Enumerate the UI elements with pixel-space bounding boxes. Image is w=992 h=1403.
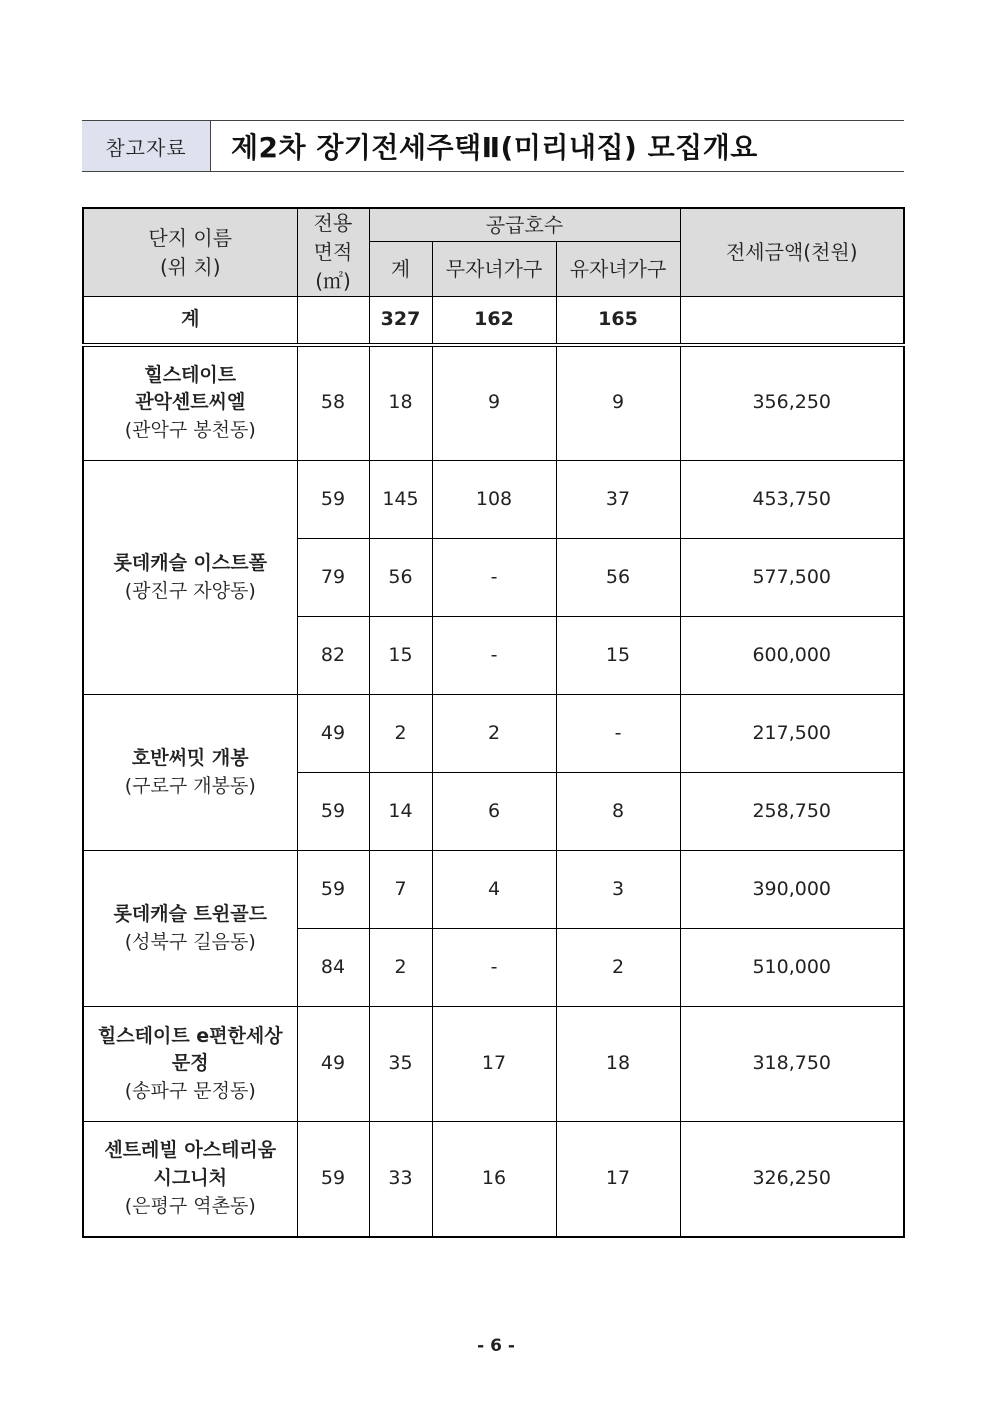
complex-name: 롯데캐슬 이스트폴: [113, 551, 267, 574]
price-cell: 390,000: [680, 851, 904, 929]
sum-row: [83, 297, 904, 345]
no-child-cell: -: [432, 617, 556, 695]
with-child-cell: 9: [556, 345, 680, 461]
price-cell: 577,500: [680, 539, 904, 617]
area-cell: 59: [297, 773, 369, 851]
total-cell: 7: [369, 851, 432, 929]
table-row: [83, 695, 904, 773]
with-child-cell: 2: [556, 929, 680, 1007]
price-cell: 217,500: [680, 695, 904, 773]
complex-name: 호반써밋 개봉: [131, 746, 249, 769]
no-child-cell: -: [432, 539, 556, 617]
complex-location: (관악구 봉천동): [124, 419, 256, 442]
price-cell: 600,000: [680, 617, 904, 695]
sum-price: [680, 297, 904, 345]
header-no-child: 무자녀가구: [432, 242, 556, 297]
total-cell: 18: [369, 345, 432, 461]
total-cell: 145: [369, 461, 432, 539]
header-supply: 공급호수: [369, 208, 680, 242]
price-cell: 326,250: [680, 1122, 904, 1237]
sum-with-child: 165: [556, 297, 680, 345]
reference-tag: 참고자료: [82, 121, 211, 171]
table-row: [83, 1122, 904, 1237]
supply-table: [82, 207, 905, 1238]
header-complex-name: 단지 이름 (위 치): [83, 208, 297, 297]
complex-location: (은평구 역촌동): [124, 1194, 256, 1217]
total-cell: 2: [369, 695, 432, 773]
with-child-cell: 17: [556, 1122, 680, 1237]
complex-name-cell: [83, 461, 297, 695]
price-cell: 258,750: [680, 773, 904, 851]
price-cell: 318,750: [680, 1007, 904, 1122]
header-price: 전세금액(천원): [680, 208, 904, 297]
no-child-cell: 6: [432, 773, 556, 851]
header-total: 계: [369, 242, 432, 297]
price-cell: 510,000: [680, 929, 904, 1007]
with-child-cell: 18: [556, 1007, 680, 1122]
area-cell: 49: [297, 1007, 369, 1122]
complex-name-cell: [83, 345, 297, 461]
complex-name-cell: [83, 695, 297, 851]
table-row: [83, 851, 904, 929]
complex-name: 힐스테이트 e편한세상 문정: [97, 1024, 283, 1075]
total-cell: 35: [369, 1007, 432, 1122]
complex-name: 센트레빌 아스테리움 시그니처: [104, 1139, 277, 1189]
header-area: 전용 면적 (㎡): [297, 208, 369, 297]
page-number: - 6 -: [477, 1336, 515, 1356]
complex-location: (광진구 자양동): [124, 579, 256, 602]
with-child-cell: 37: [556, 461, 680, 539]
area-cell: 59: [297, 1122, 369, 1237]
price-cell: 453,750: [680, 461, 904, 539]
sum-total: 327: [369, 297, 432, 345]
table-header-row: [83, 208, 904, 242]
total-cell: 33: [369, 1122, 432, 1237]
complex-location: (성북구 길음동): [124, 930, 256, 953]
total-cell: 2: [369, 929, 432, 1007]
complex-name-cell: [83, 851, 297, 1007]
reference-header: [82, 120, 904, 172]
complex-name-cell: [83, 1122, 297, 1237]
sum-no-child: 162: [432, 297, 556, 345]
with-child-cell: 8: [556, 773, 680, 851]
no-child-cell: 17: [432, 1007, 556, 1122]
area-cell: 82: [297, 617, 369, 695]
table-row: [83, 345, 904, 461]
total-cell: 56: [369, 539, 432, 617]
sum-area: [297, 297, 369, 345]
complex-location: (송파구 문정동): [124, 1079, 256, 1102]
area-cell: 59: [297, 461, 369, 539]
complex-location: (구로구 개봉동): [124, 774, 256, 797]
no-child-cell: 2: [432, 695, 556, 773]
complex-name: 힐스테이트 관악센트씨엘: [135, 363, 246, 414]
area-cell: 79: [297, 539, 369, 617]
with-child-cell: -: [556, 695, 680, 773]
price-cell: 356,250: [680, 345, 904, 461]
with-child-cell: 56: [556, 539, 680, 617]
no-child-cell: 16: [432, 1122, 556, 1237]
area-cell: 49: [297, 695, 369, 773]
with-child-cell: 15: [556, 617, 680, 695]
page-title: 제2차 장기전세주택Ⅱ(미리내집) 모집개요: [231, 131, 758, 164]
area-cell: 59: [297, 851, 369, 929]
complex-name-cell: [83, 1007, 297, 1122]
complex-name: 롯데캐슬 트윈골드: [113, 902, 267, 925]
no-child-cell: 9: [432, 345, 556, 461]
no-child-cell: 108: [432, 461, 556, 539]
table-row: [83, 1007, 904, 1122]
area-cell: 84: [297, 929, 369, 1007]
total-cell: 14: [369, 773, 432, 851]
total-cell: 15: [369, 617, 432, 695]
no-child-cell: -: [432, 929, 556, 1007]
area-cell: 58: [297, 345, 369, 461]
header-with-child: 유자녀가구: [556, 242, 680, 297]
with-child-cell: 3: [556, 851, 680, 929]
table-row: [83, 461, 904, 539]
sum-label: 계: [83, 297, 297, 345]
no-child-cell: 4: [432, 851, 556, 929]
